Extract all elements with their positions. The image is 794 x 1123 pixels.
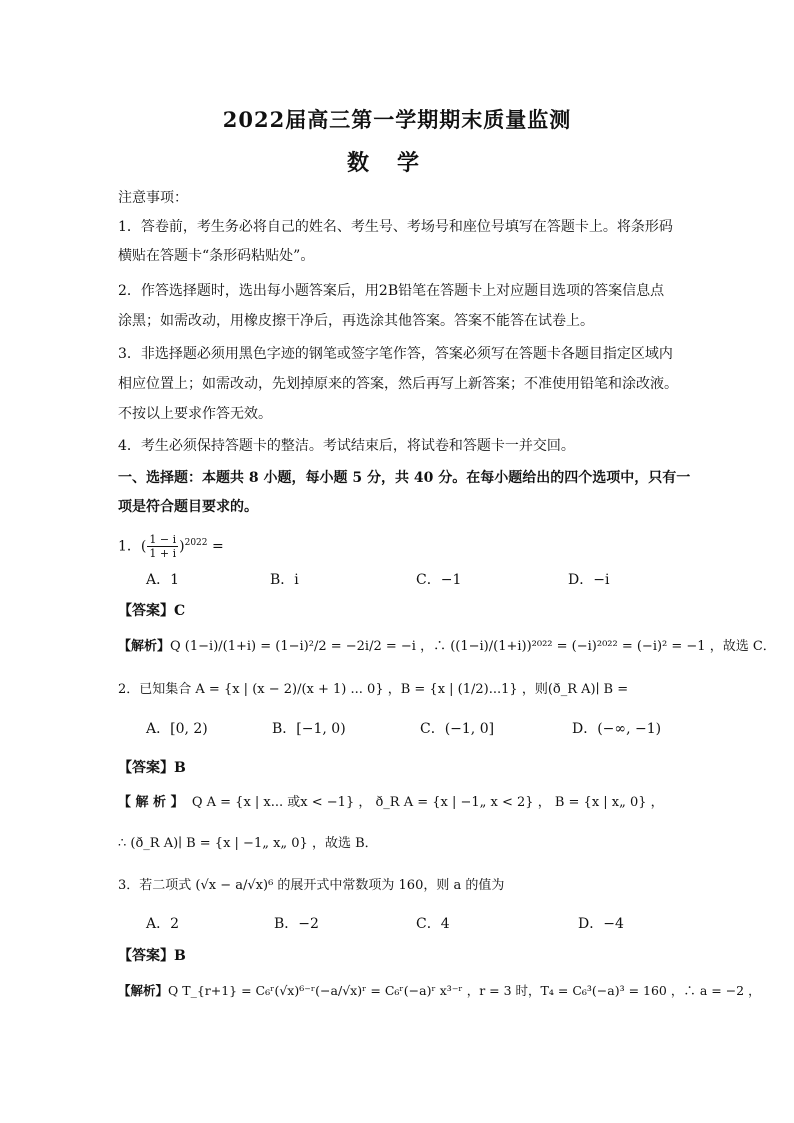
note-1-line-a: 1．答卷前，考生务必将自己的姓名、考生号、考场号和座位号填写在答题卡上。将条形码 — [118, 219, 673, 235]
question-3-answer: 【答案】B — [118, 948, 186, 964]
question-1-option-a: A．1 — [146, 572, 180, 588]
note-2-line-b: 涂黑；如需改动，用橡皮擦干净后，再选涂其他答案。答案不能答在试卷上。 — [118, 313, 594, 329]
question-2-option-d: D．(−∞, −1) — [572, 721, 662, 737]
question-1-equals: = — [211, 538, 224, 555]
question-1-option-d: D．−i — [568, 572, 610, 588]
question-2-option-b: B．[−1, 0) — [272, 721, 346, 737]
question-1-number: 1． — [118, 538, 141, 555]
question-1-option-c: C．−1 — [416, 572, 462, 588]
question-2-analysis-a — [118, 793, 664, 813]
question-3-stem: 3．若二项式 (√x − a/√x)⁶ 的展开式中常数项为 160，则 a 的值为 — [118, 878, 505, 893]
fraction-denominator: 1 + i — [149, 547, 177, 561]
subject-title: 数学 — [346, 150, 447, 176]
analysis-label: 【解析】 — [118, 639, 171, 654]
question-3-option-c: C．4 — [416, 916, 450, 932]
note-1-line-b: 横贴在答题卡“条形码粘贴处”。 — [118, 248, 315, 264]
question-2-analysis-b: ∴ (ð_R A)∣ B = {x | −1„ x„ 0} ，故选 B． — [118, 836, 378, 851]
question-1-stem: 1．( $\frac{1 - i}{1 + i}$ )$^{2022}$ = — [118, 533, 224, 561]
analysis-text: Q A = {x | x... 或x < −1} ， ð_R A = {x | −1„ x < 2} ， B = {x | x„ 0} ， — [191, 795, 664, 810]
analysis-text: Q T_{r+1} = C₆ʳ(√x)⁶⁻ʳ(−a/√x)ʳ = C₆ʳ(−a)ʳ x³⁻ʳ ，r = 3 时，T₄ = C₆³(−a)³ = 160 ，∴ a = −2 ， — [168, 983, 761, 998]
note-3-line-c: 不按以上要求作答无效。 — [118, 406, 272, 422]
question-3-option-b: B．−2 — [274, 916, 319, 932]
note-2-line-a: 2．作答选择题时，选出每小题答案后，用2B铅笔在答题卡上对应题目选项的答案信息点 — [118, 283, 665, 299]
question-2-option-c: C．(−1, 0] — [420, 721, 495, 737]
notes-heading: 注意事项： — [118, 190, 188, 206]
analysis-text: Q (1−i)/(1+i) = (1−i)²/2 = −2i/2 = −i ，∴ ((1−i)/(1+i))²⁰²² = (−i)²⁰²² = (−i)² = −1 ，故选 C． — [170, 639, 776, 654]
question-3-option-a: A．2 — [146, 916, 180, 932]
section-heading-b: 项是符合题目要求的。 — [118, 499, 258, 515]
question-3-analysis — [118, 981, 761, 1001]
question-1-answer: 【答案】C — [118, 603, 186, 619]
question-1-fraction — [147, 533, 178, 560]
question-1-option-b: B．i — [270, 572, 299, 588]
question-3-option-d: D．−4 — [578, 916, 624, 932]
analysis-label: 【解析】 — [118, 983, 169, 998]
note-3-line-b: 相应位置上；如需改动，先划掉原来的答案，然后再写上新答案；不准使用铅笔和涂改液。 — [118, 376, 678, 392]
exam-title: 2022届高三第一学期期末质量监测 — [222, 107, 572, 132]
note-3-line-a: 3．非选择题必须用黑色字迹的钢笔或签字笔作答，答案必须写在答题卡各题目指定区域内 — [118, 346, 673, 362]
analysis-label: 【 解 析 】 — [118, 795, 184, 810]
question-2-option-a: A．[0, 2) — [146, 721, 208, 737]
note-4: 4．考生必须保持答题卡的整洁。考试结束后，将试卷和答题卡一并交回。 — [118, 438, 575, 454]
question-1-exponent: 2022 — [184, 538, 208, 548]
question-2-stem: 2．已知集合 A = {x | (x − 2)/(x + 1) ... 0} ，B = {x | (1/2)...1} ，则(ð_R A)∣ B = — [118, 682, 629, 697]
question-2-answer: 【答案】B — [118, 760, 186, 776]
question-1-analysis — [118, 637, 776, 657]
fraction-numerator: 1 − i — [149, 533, 177, 547]
section-heading-a: 一、选择题：本题共 8 小题，每小题 5 分，共 40 分。在每小题给出的四个选项中，只有一 — [118, 470, 691, 486]
